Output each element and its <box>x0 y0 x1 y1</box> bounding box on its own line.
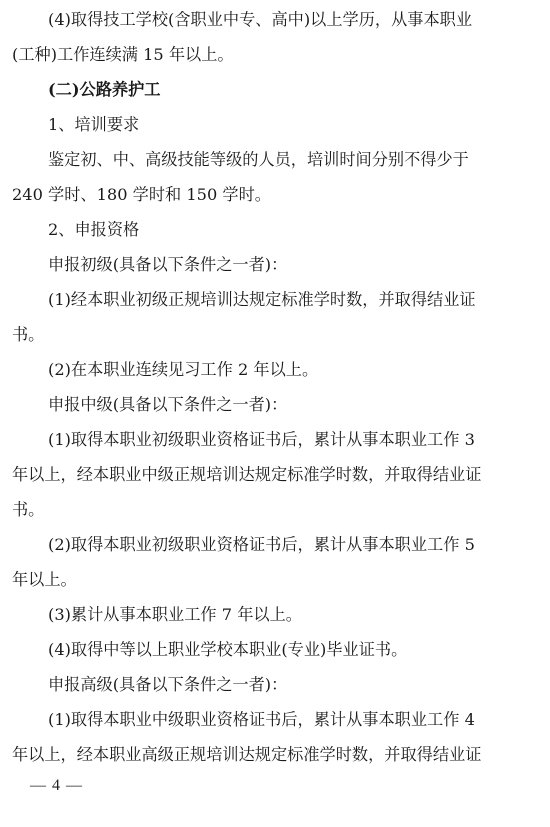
subheading-training: 1、培训要求 <box>48 115 140 134</box>
paragraph-line-14: 年以上，经本职业中级正规培训达规定标准学时数，并取得结业证 <box>12 465 482 484</box>
paragraph-line-16: (2)取得本职业初级职业资格证书后，累计从事本职业工作 5 <box>48 535 475 554</box>
level-junior-heading: 申报初级(具备以下条件之一者)： <box>48 255 288 274</box>
paragraph-line-22: 年以上，经本职业高级正规培训达规定标准学时数，并取得结业证 <box>12 745 482 764</box>
paragraph-line-10: 书。 <box>12 325 45 344</box>
paragraph-line-11: (2)在本职业连续见习工作 2 年以上。 <box>48 360 319 379</box>
paragraph-line-6: 240 学时、180 学时和 150 学时。 <box>12 185 271 204</box>
paragraph-line-18: (3)累计从事本职业工作 7 年以上。 <box>48 605 302 624</box>
paragraph-line-15: 书。 <box>12 500 45 519</box>
level-intermediate-heading: 申报中级(具备以下条件之一者)： <box>48 395 288 414</box>
page-number: — 4 — <box>30 777 83 794</box>
paragraph-line-13: (1)取得本职业初级职业资格证书后，累计从事本职业工作 3 <box>48 430 475 449</box>
section-heading: (二)公路养护工 <box>48 80 161 99</box>
level-senior-heading: 申报高级(具备以下条件之一者)： <box>48 675 288 694</box>
paragraph-line-2: (工种)工作连续满 15 年以上。 <box>12 45 234 64</box>
paragraph-line-9: (1)经本职业初级正规培训达规定标准学时数，并取得结业证 <box>48 290 476 309</box>
paragraph-line-21: (1)取得本职业中级职业资格证书后，累计从事本职业工作 4 <box>48 710 475 729</box>
subheading-qualifications: 2、申报资格 <box>48 220 140 239</box>
paragraph-line-5: 鉴定初、中、高级技能等级的人员，培训时间分别不得少于 <box>48 150 469 169</box>
paragraph-line-19: (4)取得中等以上职业学校本职业(专业)毕业证书。 <box>48 640 408 659</box>
paragraph-line-1: (4)取得技工学校(含职业中专、高中)以上学历，从事本职业 <box>48 10 473 29</box>
paragraph-line-17: 年以上。 <box>12 570 77 589</box>
